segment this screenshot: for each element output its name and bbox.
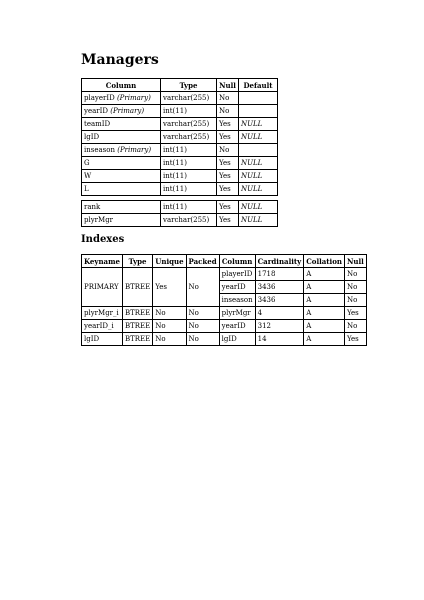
table-row [82,183,278,196]
index-cardinality-cell: 14 [255,333,304,346]
index-collation-cell: A [304,320,345,333]
column-type-cell: int(11) [161,170,217,183]
header-keyname: Keyname [82,255,123,268]
indexes-header-row [82,255,367,268]
index-cardinality-cell: 3436 [255,281,304,294]
index-type-cell: BTREE [122,268,152,307]
index-collation-cell: A [304,268,345,281]
column-name: plyrMgr [84,215,114,224]
index-keyname-cell: lgID [82,333,123,346]
header-null: Null [344,255,366,268]
column-name: lgID [84,132,100,141]
index-null-cell: Yes [344,307,366,320]
table-row [82,307,367,320]
header-cardinality: Cardinality [255,255,304,268]
indexes-table [81,254,367,346]
header-unique: Unique [153,255,186,268]
index-keyname-cell: PRIMARY [82,268,123,307]
index-packed-cell: No [186,268,219,307]
index-column-cell: plyrMgr [219,307,255,320]
column-type-cell: varchar(255) [161,118,217,131]
column-name: playerID [84,93,115,102]
column-default-cell: NULL [239,131,278,144]
column-type-cell: varchar(255) [161,92,217,105]
index-collation-cell: A [304,281,345,294]
index-type-cell: BTREE [122,320,152,333]
column-name: yearID [84,106,108,115]
table-row [82,105,278,118]
index-cardinality-cell: 4 [255,307,304,320]
indexes-heading: Indexes [81,234,125,245]
index-column-cell: playerID [219,268,255,281]
table-row [82,268,367,281]
column-name-cell [82,92,161,105]
index-cardinality-cell: 1718 [255,268,304,281]
index-null-cell: No [344,320,366,333]
column-null-cell: Yes [217,201,239,214]
column-name: L [84,184,89,193]
index-unique-cell: No [153,320,186,333]
column-null-cell: Yes [217,131,239,144]
column-type-cell: int(11) [161,144,217,157]
column-name-cell [82,157,161,170]
column-default-cell: NULL [239,183,278,196]
column-null-cell: Yes [217,183,239,196]
index-column-cell: yearID [219,320,255,333]
column-type-cell: varchar(255) [161,131,217,144]
column-default-cell [239,105,278,118]
column-default-cell [239,92,278,105]
header-default: Default [239,79,278,92]
index-null-cell: No [344,294,366,307]
page-title: Managers [81,52,159,68]
column-name: rank [84,202,101,211]
table-row [82,214,278,227]
table-row [82,320,367,333]
index-type-cell: BTREE [122,333,152,346]
header-null: Null [217,79,239,92]
column-type-cell: int(11) [161,157,217,170]
index-collation-cell: A [304,333,345,346]
column-name: G [84,158,90,167]
column-name-cell [82,131,161,144]
column-type-cell: varchar(255) [161,214,217,227]
columns-table [81,78,278,196]
columns-table-continued [81,200,278,227]
index-unique-cell: No [153,307,186,320]
index-cardinality-cell: 312 [255,320,304,333]
table-row [82,131,278,144]
table-row [82,201,278,214]
index-unique-cell: No [153,333,186,346]
column-name: W [84,171,92,180]
column-null-cell: Yes [217,214,239,227]
column-null-cell: Yes [217,157,239,170]
column-default-cell [239,144,278,157]
column-null-cell: Yes [217,170,239,183]
index-packed-cell: No [186,307,219,320]
primary-note: (Primary) [117,145,152,154]
column-name-cell [82,183,161,196]
column-default-cell: NULL [239,214,278,227]
header-column: Column [219,255,255,268]
table-row [82,118,278,131]
column-default-cell: NULL [239,170,278,183]
index-column-cell: inseason [219,294,255,307]
index-collation-cell: A [304,294,345,307]
primary-note: (Primary) [116,93,151,102]
columns-header-row [82,79,278,92]
index-collation-cell: A [304,307,345,320]
column-type-cell: int(11) [161,105,217,118]
column-default-cell: NULL [239,118,278,131]
column-name: inseason [84,145,115,154]
primary-note: (Primary) [110,106,145,115]
column-name-cell [82,214,161,227]
index-unique-cell: Yes [153,268,186,307]
column-null-cell: No [217,92,239,105]
column-name-cell [82,170,161,183]
header-packed: Packed [186,255,219,268]
column-name: teamID [84,119,111,128]
table-row [82,170,278,183]
index-type-cell: BTREE [122,307,152,320]
column-null-cell: No [217,144,239,157]
column-name-cell [82,105,161,118]
header-column: Column [82,79,161,92]
index-null-cell: No [344,281,366,294]
column-null-cell: Yes [217,118,239,131]
column-default-cell: NULL [239,201,278,214]
column-type-cell: int(11) [161,183,217,196]
index-keyname-cell: plyrMgr_i [82,307,123,320]
column-default-cell: NULL [239,157,278,170]
index-null-cell: No [344,268,366,281]
column-name-cell [82,201,161,214]
index-keyname-cell: yearID_i [82,320,123,333]
table-row [82,157,278,170]
header-type: Type [161,79,217,92]
column-type-cell: int(11) [161,201,217,214]
table-row [82,92,278,105]
table-row [82,144,278,157]
column-null-cell: No [217,105,239,118]
index-column-cell: yearID [219,281,255,294]
index-cardinality-cell: 3436 [255,294,304,307]
column-name-cell [82,144,161,157]
column-name-cell [82,118,161,131]
index-column-cell: lgID [219,333,255,346]
header-type: Type [122,255,152,268]
index-null-cell: Yes [344,333,366,346]
table-row [82,333,367,346]
header-collation: Collation [304,255,345,268]
index-packed-cell: No [186,320,219,333]
index-packed-cell: No [186,333,219,346]
